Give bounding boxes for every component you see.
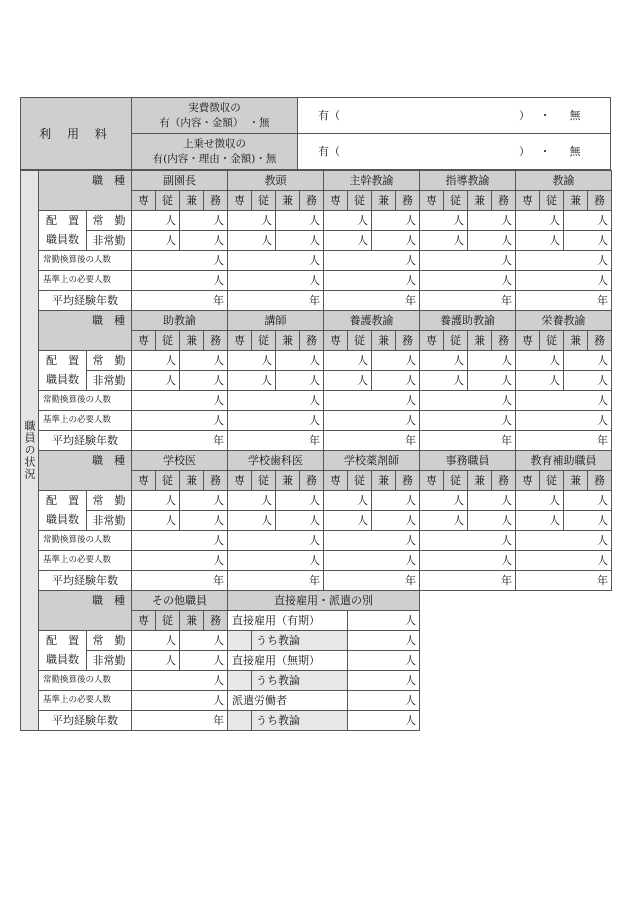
parttime-dedicated-value[interactable]: 人 (516, 511, 564, 531)
duty-subheader: 従 (252, 191, 276, 211)
duty-subheader: 従 (252, 331, 276, 351)
fee-actual-none: 無 (569, 109, 581, 122)
placement-label (39, 631, 87, 671)
required-label: 基準上の必要人数 (39, 551, 132, 571)
experience-label: 平均経験年数 (39, 431, 132, 451)
employment-dispatch-value[interactable]: 人 (348, 691, 420, 711)
fulltime-dedicated-value[interactable]: 人 (132, 351, 180, 371)
experience-value[interactable]: 年 (516, 431, 612, 451)
fulltime-concurrent-value[interactable]: 人 (564, 211, 612, 231)
parttime-dedicated-value[interactable]: 人 (228, 231, 276, 251)
parttime-dedicated-value[interactable]: 人 (516, 371, 564, 391)
experience-value[interactable]: 年 (324, 571, 420, 591)
fee-label: 利 用 料 (21, 98, 132, 170)
parttime-dedicated-value[interactable]: 人 (420, 511, 468, 531)
fee-actual-close: ） (519, 109, 530, 122)
job-title: 事務職員 (420, 451, 516, 471)
duty-subheader: 専 (132, 331, 156, 351)
fulltime-dedicated-value[interactable]: 人 (516, 351, 564, 371)
fee-actual-cost-value[interactable] (298, 98, 611, 134)
parttime-dedicated-value[interactable]: 人 (516, 231, 564, 251)
duty-subheader: 務 (396, 471, 420, 491)
required-value[interactable]: 人 (132, 411, 228, 431)
fulltime-concurrent-value[interactable]: 人 (372, 351, 420, 371)
converted-value[interactable]: 人 (228, 531, 324, 551)
fulltime-concurrent-value[interactable]: 人 (276, 351, 324, 371)
fulltime-dedicated-value[interactable]: 人 (516, 211, 564, 231)
required-value[interactable]: 人 (132, 551, 228, 571)
duty-subheader: 従 (444, 471, 468, 491)
job-title-other: その他職員 (132, 591, 228, 611)
duty-subheader: 兼 (372, 471, 396, 491)
job-type-header: 職 種 (39, 171, 132, 211)
duty-subheader: 専 (420, 471, 444, 491)
fee-extra-prefix: 有（ (318, 145, 340, 158)
duty-subheader: 従 (156, 471, 180, 491)
indent-cell (228, 631, 252, 651)
parttime-concurrent-value[interactable]: 人 (372, 231, 420, 251)
duty-subheader: 従 (444, 331, 468, 351)
fulltime-dedicated-value[interactable]: 人 (132, 211, 180, 231)
fee-actual-prefix: 有（ (318, 109, 340, 122)
duty-subheader: 兼 (276, 191, 300, 211)
fee-extra-none: 無 (569, 145, 581, 158)
parttime-concurrent-value[interactable]: 人 (372, 371, 420, 391)
converted-value[interactable]: 人 (228, 391, 324, 411)
parttime-concurrent-value[interactable]: 人 (180, 651, 228, 671)
placement-label-b: 職員数 (46, 512, 79, 526)
duty-subheader: 従 (348, 471, 372, 491)
converted-value[interactable]: 人 (516, 531, 612, 551)
duty-subheader: 務 (204, 191, 228, 211)
parttime-concurrent-value[interactable]: 人 (564, 371, 612, 391)
placement-label-b: 職員数 (46, 372, 79, 386)
duty-subheader: 従 (156, 611, 180, 631)
placement-label-a: 配 置 (46, 493, 79, 507)
required-value[interactable]: 人 (516, 551, 612, 571)
parttime-dedicated-value[interactable]: 人 (228, 511, 276, 531)
job-type-header: 職 種 (39, 591, 132, 631)
duty-subheader: 務 (396, 191, 420, 211)
converted-value[interactable]: 人 (420, 251, 516, 271)
duty-subheader: 従 (156, 191, 180, 211)
duty-subheader: 専 (228, 331, 252, 351)
parttime-dedicated-value[interactable]: 人 (324, 371, 372, 391)
fulltime-dedicated-value[interactable]: 人 (324, 351, 372, 371)
duty-subheader: 兼 (564, 471, 588, 491)
employment-sub-teacher-value[interactable]: 人 (348, 711, 420, 731)
employment-direct-fixed: 直接雇用（有期） (228, 611, 348, 631)
duty-subheader: 従 (540, 191, 564, 211)
employment-direct-fixed-value[interactable]: 人 (348, 611, 420, 631)
employment-direct-permanent: 直接雇用（無期） (228, 651, 348, 671)
duty-subheader: 兼 (468, 191, 492, 211)
duty-subheader: 専 (324, 471, 348, 491)
fulltime-concurrent-value[interactable]: 人 (372, 211, 420, 231)
duty-subheader: 務 (204, 331, 228, 351)
fee-extra-value[interactable] (298, 134, 611, 170)
converted-value[interactable]: 人 (420, 531, 516, 551)
fee-actual-line1: 実費徴収の (188, 102, 241, 115)
placement-label-a: 配 置 (46, 633, 79, 647)
required-value[interactable]: 人 (228, 551, 324, 571)
fulltime-dedicated-value[interactable]: 人 (516, 491, 564, 511)
fulltime-concurrent-value[interactable]: 人 (180, 211, 228, 231)
required-label: 基準上の必要人数 (39, 691, 132, 711)
fulltime-concurrent-value[interactable]: 人 (468, 491, 516, 511)
fulltime-concurrent-value[interactable]: 人 (180, 631, 228, 651)
required-value[interactable]: 人 (420, 411, 516, 431)
parttime-concurrent-value[interactable]: 人 (180, 231, 228, 251)
duty-subheader: 兼 (276, 471, 300, 491)
required-value[interactable]: 人 (132, 271, 228, 291)
duty-subheader: 兼 (180, 611, 204, 631)
duty-subheader: 務 (588, 191, 612, 211)
fulltime-dedicated-value[interactable]: 人 (420, 491, 468, 511)
converted-label: 常勤換算後の人数 (39, 531, 132, 551)
converted-value[interactable]: 人 (324, 531, 420, 551)
duty-subheader: 専 (516, 191, 540, 211)
experience-value[interactable]: 年 (420, 291, 516, 311)
experience-value[interactable]: 年 (324, 431, 420, 451)
duty-subheader: 従 (252, 471, 276, 491)
parttime-concurrent-value[interactable]: 人 (180, 371, 228, 391)
experience-value[interactable]: 年 (516, 291, 612, 311)
duty-subheader: 兼 (564, 331, 588, 351)
fulltime-concurrent-value[interactable]: 人 (276, 491, 324, 511)
job-title: 教頭 (228, 171, 324, 191)
required-value[interactable]: 人 (132, 691, 228, 711)
job-title: 指導教諭 (420, 171, 516, 191)
employment-sub-teacher: うち教論 (252, 711, 348, 731)
fee-table (20, 97, 611, 170)
duty-subheader: 兼 (372, 331, 396, 351)
job-title: 講師 (228, 311, 324, 331)
duty-subheader: 専 (420, 191, 444, 211)
parttime-dedicated-value[interactable]: 人 (420, 371, 468, 391)
job-title: 学校薬剤師 (324, 451, 420, 471)
duty-subheader: 兼 (372, 191, 396, 211)
parttime-concurrent-value[interactable]: 人 (468, 511, 516, 531)
job-title: 主幹教諭 (324, 171, 420, 191)
converted-value[interactable]: 人 (132, 531, 228, 551)
parttime-concurrent-value[interactable]: 人 (564, 511, 612, 531)
duty-subheader: 務 (396, 331, 420, 351)
fulltime-concurrent-value[interactable]: 人 (564, 351, 612, 371)
placement-label (39, 211, 87, 251)
parttime-concurrent-value[interactable]: 人 (276, 371, 324, 391)
fee-extra-line2: 有(内容・理由・金額)・無 (152, 152, 277, 165)
staff-side-label-text: 職員の状況 (23, 419, 36, 480)
fee-actual-dot: ・ (539, 109, 551, 122)
parttime-concurrent-value[interactable]: 人 (180, 511, 228, 531)
fulltime-concurrent-value[interactable]: 人 (180, 351, 228, 371)
converted-value[interactable]: 人 (420, 391, 516, 411)
required-label: 基準上の必要人数 (39, 271, 132, 291)
employment-header: 直接雇用・派遣の別 (228, 591, 420, 611)
duty-subheader: 従 (540, 331, 564, 351)
converted-value[interactable]: 人 (132, 391, 228, 411)
employment-sub-teacher: うち教論 (252, 671, 348, 691)
converted-value[interactable]: 人 (132, 671, 228, 691)
converted-value[interactable]: 人 (324, 391, 420, 411)
experience-value[interactable]: 年 (420, 431, 516, 451)
parttime-dedicated-value[interactable]: 人 (132, 231, 180, 251)
duty-subheader: 務 (588, 471, 612, 491)
parttime-label: 非常勤 (87, 371, 132, 391)
placement-label-b: 職員数 (46, 652, 79, 666)
experience-label: 平均経験年数 (39, 291, 132, 311)
fulltime-label: 常 勤 (87, 631, 132, 651)
empty-area (420, 591, 612, 731)
duty-subheader: 務 (204, 611, 228, 631)
fulltime-dedicated-value[interactable]: 人 (228, 491, 276, 511)
job-title: 学校歯科医 (228, 451, 324, 471)
fulltime-concurrent-value[interactable]: 人 (372, 491, 420, 511)
fee-extra-close: ） (519, 145, 530, 158)
fulltime-concurrent-value[interactable]: 人 (180, 491, 228, 511)
placement-label-a: 配 置 (46, 213, 79, 227)
converted-label: 常勤換算後の人数 (39, 391, 132, 411)
indent-cell (228, 671, 252, 691)
experience-value[interactable]: 年 (324, 291, 420, 311)
duty-subheader: 従 (444, 191, 468, 211)
parttime-label: 非常勤 (87, 651, 132, 671)
duty-subheader: 務 (492, 191, 516, 211)
fulltime-concurrent-value[interactable]: 人 (468, 211, 516, 231)
indent-cell (228, 711, 252, 731)
duty-subheader: 務 (300, 191, 324, 211)
fulltime-dedicated-value[interactable]: 人 (132, 631, 180, 651)
parttime-concurrent-value[interactable]: 人 (276, 231, 324, 251)
required-value[interactable]: 人 (324, 271, 420, 291)
fulltime-dedicated-value[interactable]: 人 (228, 211, 276, 231)
employment-dispatch: 派遣労働者 (228, 691, 348, 711)
parttime-dedicated-value[interactable]: 人 (324, 511, 372, 531)
employment-direct-permanent-value[interactable]: 人 (348, 651, 420, 671)
fulltime-label: 常 勤 (87, 491, 132, 511)
job-title: 学校医 (132, 451, 228, 471)
duty-subheader: 従 (540, 471, 564, 491)
experience-value[interactable]: 年 (516, 571, 612, 591)
converted-value[interactable]: 人 (516, 391, 612, 411)
duty-subheader: 務 (300, 331, 324, 351)
duty-subheader: 兼 (276, 331, 300, 351)
duty-subheader: 専 (132, 611, 156, 631)
duty-subheader: 務 (492, 471, 516, 491)
staff-table (20, 170, 612, 731)
required-value[interactable]: 人 (228, 411, 324, 431)
fulltime-label: 常 勤 (87, 351, 132, 371)
fulltime-concurrent-value[interactable]: 人 (276, 211, 324, 231)
experience-value[interactable]: 年 (228, 571, 324, 591)
placement-label-b: 職員数 (46, 232, 79, 246)
duty-subheader: 兼 (564, 191, 588, 211)
fulltime-dedicated-value[interactable]: 人 (420, 211, 468, 231)
duty-subheader: 従 (348, 331, 372, 351)
fee-actual-cost-label (132, 98, 298, 134)
converted-value[interactable]: 人 (132, 251, 228, 271)
required-value[interactable]: 人 (324, 411, 420, 431)
parttime-dedicated-value[interactable]: 人 (420, 231, 468, 251)
duty-subheader: 専 (420, 331, 444, 351)
fee-extra-label (132, 134, 298, 170)
fulltime-dedicated-value[interactable]: 人 (324, 491, 372, 511)
converted-label: 常勤換算後の人数 (39, 671, 132, 691)
parttime-dedicated-value[interactable]: 人 (132, 371, 180, 391)
job-type-header: 職 種 (39, 311, 132, 351)
job-title: 養護教諭 (324, 311, 420, 331)
fulltime-concurrent-value[interactable]: 人 (468, 351, 516, 371)
duty-subheader: 専 (324, 331, 348, 351)
duty-subheader: 務 (300, 471, 324, 491)
duty-subheader: 兼 (180, 471, 204, 491)
experience-value[interactable]: 年 (420, 571, 516, 591)
experience-label: 平均経験年数 (39, 711, 132, 731)
parttime-dedicated-value[interactable]: 人 (132, 511, 180, 531)
staff-side-label (21, 171, 39, 731)
parttime-concurrent-value[interactable]: 人 (564, 231, 612, 251)
duty-subheader: 専 (516, 331, 540, 351)
job-title: 教育補助職員 (516, 451, 612, 471)
required-value[interactable]: 人 (420, 551, 516, 571)
fulltime-dedicated-value[interactable]: 人 (132, 491, 180, 511)
employment-sub-teacher: うち教論 (252, 631, 348, 651)
fee-extra-line1: 上乗せ徴収の (183, 138, 246, 151)
duty-subheader: 専 (516, 471, 540, 491)
duty-subheader: 専 (132, 191, 156, 211)
parttime-concurrent-value[interactable]: 人 (468, 371, 516, 391)
experience-value[interactable]: 年 (228, 431, 324, 451)
experience-value[interactable]: 年 (132, 571, 228, 591)
fulltime-label: 常 勤 (87, 211, 132, 231)
job-title: 養護助教諭 (420, 311, 516, 331)
converted-value[interactable]: 人 (324, 251, 420, 271)
duty-subheader: 専 (228, 471, 252, 491)
converted-label: 常勤換算後の人数 (39, 251, 132, 271)
duty-subheader: 専 (132, 471, 156, 491)
parttime-dedicated-value[interactable]: 人 (324, 231, 372, 251)
parttime-concurrent-value[interactable]: 人 (468, 231, 516, 251)
duty-subheader: 兼 (180, 191, 204, 211)
placement-label (39, 351, 87, 391)
converted-value[interactable]: 人 (228, 251, 324, 271)
parttime-label: 非常勤 (87, 511, 132, 531)
required-value[interactable]: 人 (420, 271, 516, 291)
duty-subheader: 務 (492, 331, 516, 351)
duty-subheader: 兼 (468, 331, 492, 351)
job-title: 栄養教諭 (516, 311, 612, 331)
duty-subheader: 専 (324, 191, 348, 211)
parttime-concurrent-value[interactable]: 人 (372, 511, 420, 531)
fee-actual-line2: 有（内容・金額） ・無 (159, 116, 270, 129)
converted-value[interactable]: 人 (516, 251, 612, 271)
required-label: 基準上の必要人数 (39, 411, 132, 431)
experience-value[interactable]: 年 (132, 431, 228, 451)
fulltime-dedicated-value[interactable]: 人 (324, 211, 372, 231)
job-title: 教諭 (516, 171, 612, 191)
fulltime-dedicated-value[interactable]: 人 (228, 351, 276, 371)
experience-value[interactable]: 年 (228, 291, 324, 311)
duty-subheader: 従 (156, 331, 180, 351)
parttime-dedicated-value[interactable]: 人 (132, 651, 180, 671)
fee-extra-dot: ・ (539, 145, 551, 158)
placement-label (39, 491, 87, 531)
experience-label: 平均経験年数 (39, 571, 132, 591)
required-value[interactable]: 人 (516, 411, 612, 431)
required-value[interactable]: 人 (516, 271, 612, 291)
duty-subheader: 専 (228, 191, 252, 211)
job-title: 副園長 (132, 171, 228, 191)
parttime-label: 非常勤 (87, 231, 132, 251)
job-title: 助教諭 (132, 311, 228, 331)
fulltime-dedicated-value[interactable]: 人 (420, 351, 468, 371)
experience-value[interactable]: 年 (132, 291, 228, 311)
job-type-header: 職 種 (39, 451, 132, 491)
required-value[interactable]: 人 (228, 271, 324, 291)
duty-subheader: 務 (204, 471, 228, 491)
employment-sub-teacher-value[interactable]: 人 (348, 671, 420, 691)
duty-subheader: 従 (348, 191, 372, 211)
duty-subheader: 兼 (180, 331, 204, 351)
duty-subheader: 務 (588, 331, 612, 351)
parttime-concurrent-value[interactable]: 人 (276, 511, 324, 531)
fulltime-concurrent-value[interactable]: 人 (564, 491, 612, 511)
parttime-dedicated-value[interactable]: 人 (228, 371, 276, 391)
placement-label-a: 配 置 (46, 353, 79, 367)
experience-value[interactable]: 年 (132, 711, 228, 731)
employment-sub-teacher-value[interactable]: 人 (348, 631, 420, 651)
required-value[interactable]: 人 (324, 551, 420, 571)
duty-subheader: 兼 (468, 471, 492, 491)
